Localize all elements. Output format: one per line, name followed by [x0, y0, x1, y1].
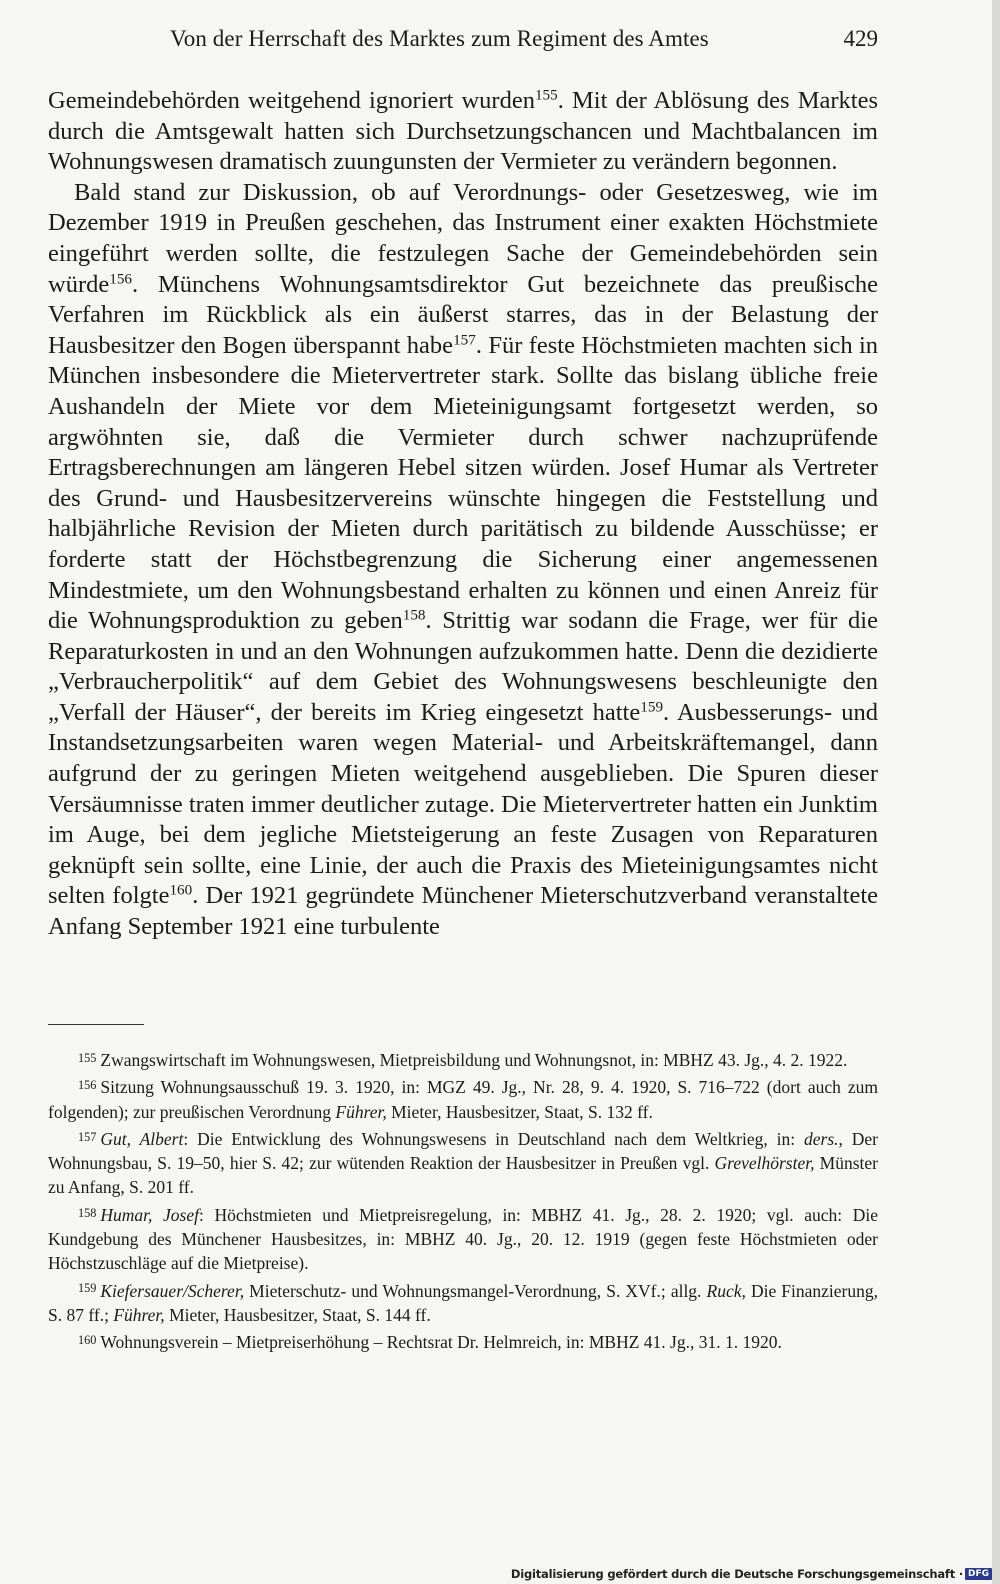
footnote-159 — [48, 1279, 878, 1328]
footnote-156 — [48, 1075, 878, 1124]
paragraph-1 — [48, 86, 878, 178]
running-head — [48, 26, 878, 58]
author-name: Kiefersauer/Scherer, — [100, 1280, 245, 1301]
main-text — [48, 86, 878, 943]
footnote-text: : Die Entwicklung des Wohnungswesens in Deutschland nach dem Weltkrieg, in: — [183, 1128, 804, 1149]
footnote-158 — [48, 1203, 878, 1276]
text-run: . Ausbesserungs- und Instandsetzungsarbeiten waren wegen Material- und Arbeitskräftemangel, dann aufgrund der zu geringen Mieten weitgehend ausgeblieben. Die Spuren dieser Versäumnisse traten immer deutlicher zutage. Die Mietervertreter hatten ein Junktim im Auge, bei dem jegliche Mietsteigerung an feste Zusagen von Reparaturen geknüpft sein sollte, eine Linie, der auch die Praxis des Mieteinigungsamtes nicht selten folgte — [48, 698, 879, 910]
footnote-text: Münster zu Anfang, S. 201 ff. — [48, 1153, 878, 1198]
footnote-ref-157: 157 — [453, 331, 476, 349]
dfg-logo: DFG — [965, 1568, 992, 1580]
text-run: . Für feste Höchstmieten machten sich in München insbesondere die Mietervertreter stark. Sollte das bislang übliche freie Aushandeln der Miete vor dem Mieteinigungsamt fortgesetzt werden, so argwöhnten sie, daß die Vermieter durch schwer nachzuprüfende Ertragsberechnungen am längeren Hebel sitzen würden. Josef Humar als Vertreter des Grund- und Hausbesitzervereins wünschte hingegen die Feststellung und halbjährliche Revision der Mieten durch paritätisch zu bildende Ausschüsse; er forderte statt der Höchstbegrenzung die Sicherung einer angemessenen Mindestmiete, um den Wohnungsbestand erhalten zu können und einen Anreiz für die Wohnungsproduktion zu geben — [48, 331, 878, 635]
footnote-number: 158 — [78, 1205, 97, 1220]
text-run: Bald stand zur Diskussion, ob auf Verordnungs- oder Gesetzesweg, wie im Dezember 1919 in Preußen geschehen, das Instrument einer exakten Höchstmiete eingeführt werden sollte, die festzulegen Sache der Gemeindebehörden sein würde — [48, 178, 878, 298]
footnote-157 — [48, 1127, 878, 1200]
author-name: Führer, — [113, 1304, 165, 1325]
footnote-ref-158: 158 — [402, 606, 426, 624]
page-number: 429 — [843, 26, 878, 51]
footnote-text: Sitzung Wohnungsausschuß 19. 3. 1920, in: MGZ 49. Jg., Nr. 28, 9. 4. 1920, S. 716–722 (dort auch zum folgenden); zur preußischen Verordnung — [48, 1077, 878, 1122]
funding-footer — [511, 1566, 992, 1582]
author-name: Grevelhörster, — [714, 1153, 815, 1174]
author-name: Ruck, — [706, 1280, 746, 1301]
footnote-text: Mieter, Hausbesitzer, Staat, S. 144 ff. — [164, 1304, 431, 1325]
page-edge — [992, 0, 1000, 1584]
running-title: Von der Herrschaft des Marktes zum Regiment des Amtes — [170, 26, 709, 51]
text-run: Gemeindebehörden weitgehend ignoriert wurden — [48, 87, 535, 114]
footnote-155 — [48, 1048, 878, 1072]
footnote-text: Die Finanzierung, S. 87 ff.; — [48, 1280, 878, 1325]
footnotes — [48, 1048, 878, 1358]
author-name: Führer, — [335, 1101, 387, 1122]
paragraph-2 — [48, 178, 878, 943]
footnote-text: Mieterschutz- und Wohnungsmangel-Verordnung, S. XVf.; allg. — [244, 1280, 707, 1301]
footnote-number: 156 — [78, 1078, 97, 1093]
text-run: . Mit der Ablösung des Marktes durch die Amtsgewalt hatten sich Durchsetzungschancen und Machtbalancen im Wohnungswesen dramatisch zuungunsten der Vermieter zu verändern begonnen. — [48, 87, 878, 176]
footnote-text: Zwangswirtschaft im Wohnungswesen, Mietpreisbildung und Wohnungsnot, in: MBHZ 43. Jg., 4. 2. 1922. — [100, 1050, 848, 1070]
footnote-number: 160 — [78, 1332, 97, 1347]
footnote-separator — [48, 1024, 144, 1025]
text-run: . Strittig war sodann die Frage, wer für die Reparaturkosten in und an den Wohnungen aufzukommen hatte. Denn die dezidierte „Verbraucherpolitik“ auf dem Gebiet des Wohnungswesens beschleunigte den „Verfall der Häuser“, der bereits im Krieg eingesetzt hatte — [48, 607, 878, 726]
footnote-text: Wohnungsverein – Mietpreiserhöhung – Rechtsrat Dr. Helmreich, in: MBHZ 41. Jg., 31. 1. 1920. — [100, 1332, 782, 1353]
author-name: Humar, Josef — [100, 1204, 199, 1225]
footnote-ref-156: 156 — [109, 270, 133, 288]
footnote-number: 157 — [78, 1129, 97, 1144]
text-run: . Der 1921 gegründete Münchener Mieterschutzverband veranstaltete Anfang September 1921 eine turbulente — [48, 882, 878, 941]
footnote-ref-155: 155 — [534, 86, 558, 104]
funding-note: Digitalisierung gefördert durch die Deutsche Forschungsgemeinschaft · — [510, 1567, 963, 1581]
footnote-text: : Höchstmieten und Mietpreisregelung, in: MBHZ 41. Jg., 28. 2. 1920; vgl. auch: Die Kundgebung des Münchener Hausbesitzes, in: MBHZ 40. Jg., 20. 12. 1919 (gegen feste Höchstmieten oder Höchstzuschläge auf die Mietpreise). — [48, 1204, 878, 1274]
footnote-number: 155 — [78, 1050, 97, 1065]
footnote-ref-159: 159 — [640, 698, 664, 716]
footnote-number: 159 — [78, 1281, 97, 1296]
text-run: . Münchens Wohnungsamtsdirektor Gut bezeichnete das preußische Verfahren im Rückblick als ein äußerst starres, das in der Belastung der Hausbesitzer den Bogen überspannt habe — [48, 270, 878, 359]
footnote-160 — [48, 1330, 878, 1354]
author-name: ders. — [804, 1128, 839, 1149]
footnote-text: Mieter, Hausbesitzer, Staat, S. 132 ff. — [386, 1101, 653, 1122]
author-name: Gut, Albert — [100, 1128, 184, 1149]
footnote-ref-160: 160 — [169, 882, 193, 900]
footnote-text: , Der Wohnungsbau, S. 19–50, hier S. 42; zur wütenden Reaktion der Hausbesitzer in Preußen vgl. — [48, 1128, 879, 1174]
